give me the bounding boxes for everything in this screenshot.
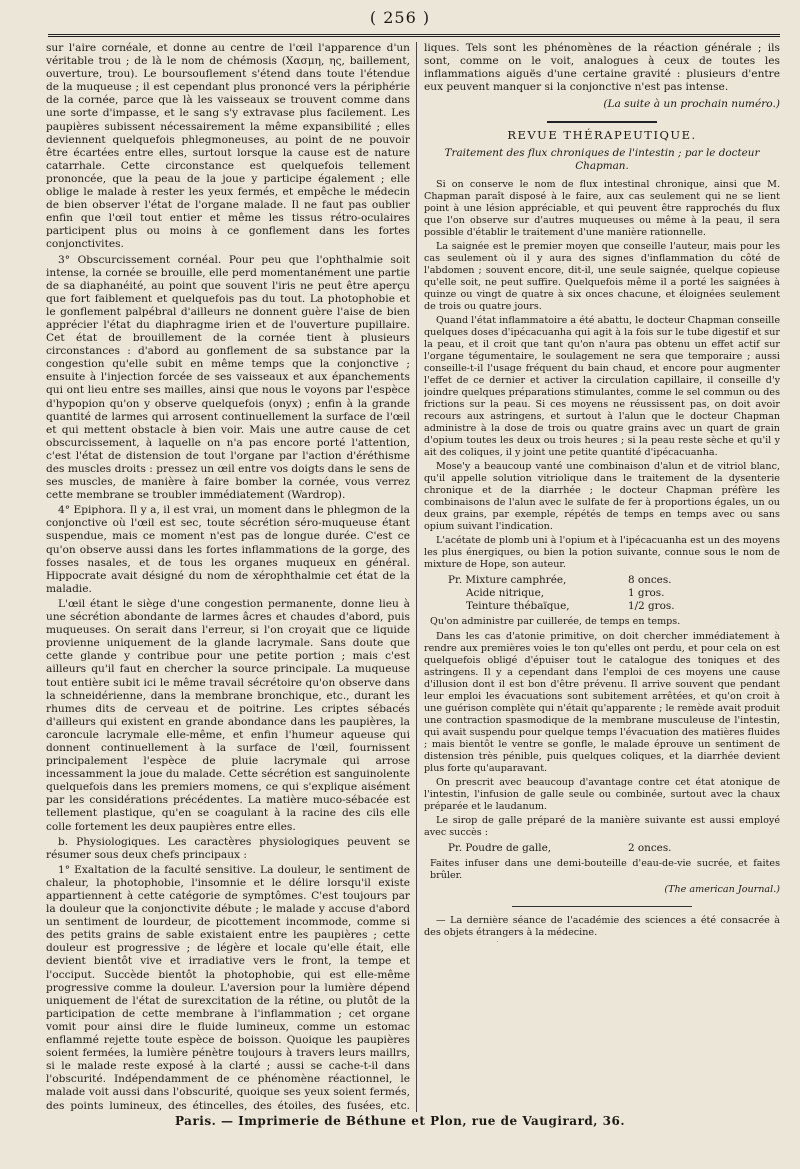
source-citation: (The american Journal.) — [664, 883, 780, 895]
prescription — [448, 842, 780, 855]
paragraph: Mose'y a beaucoup vanté une combinaison d'alun et de vitriol blanc, qu'il appelle solution vitriolique dans le traitement de la dysenterie chronique et de la diarrhée ; le docteur Chapman préfère les combinaisons de l'alun avec le sulfate de fer à proportions égales, un ou deux grains, par exemple, répétés de temps en temps avec ou sans opium suivant l'indication. — [424, 460, 780, 532]
to-be-continued-note: (La suite à un prochain numéro.) — [603, 98, 780, 111]
paragraph: 1° Exaltation de la faculté sensitive. La douleur, le sentiment de chaleur, la photophobie, l'insomnie et le délire lorsqu'il existe appartiennent à cette catégorie de symptômes. C'est toujours par la douleur que la conjonctivite débute ; le malade y accuse d'abord un sentiment de lourdeur, de picottement incommode, comme si des petits grains de sable existaient entre les paupières ; cette douleur est progressive ; de légère et locale qu'elle était, elle devient bientôt vive et irradiative vers le front, la tempe et l'occiput. Succède bientôt la photophobie, qui est elle-même progressive comme la douleur. L'aversion pour la lumière dépend uniquement de l'état de surexcitation de la rétine, ou plutôt de la participation de cette membrane à l'inflammation ; cet organe vomit pour ainsi dire le fluide lumineux, comme un estomac enflammé rejette toute espèce de boisson. Quoique les paupières soient fermées, la lumière pénètre toujours à travers leurs maillrs, si le malade reste exposé à la clarté ; aussi se cache-t-il dans l'obscurité. Indépendamment de ce phénomène réactionnel, le malade voit aussi dans l'obscurité, quoique ses yeux soient fermés, des points lumineux, des étincelles, des étoiles, des fusées, etc. — [46, 863, 410, 1112]
quantity: 1/2 gros. — [628, 599, 675, 612]
announcement — [424, 941, 780, 942]
ingredient: Pr. Mixture camphrée, — [448, 573, 567, 586]
paragraph: 3° Obscurcissement cornéal. Pour peu que l'ophthalmie soit intense, la cornée se brouille, elle perd momentanément une partie de sa diaphanéité, au point que souvent l'iris ne peut être aperçu que fort faiblement et quelquefois pas du tout. La photophobie et le gonflement palpébral d'ailleurs ne donnent guère l'aise de bien apprécier l'état du diaphragme irien et de l'ouverture pupillaire. Cet état de brouillement de la cornée tient à plusieurs circonstances : d'abord au gonflement de sa substance par la congestion qu'elle subit en même temps que la conjonctive ; ensuite à l'injection forcée de ses vaisseaux et aux épanchements qui ont lieu entre ses mailles, ainsi que nous le voyons par l'espèce d'hypopion qu'on y observe quelquefois (onyx) ; enfin à la grande quantité de larmes qui arrosent continuellement la surface de l'œil et qui mettent obstacle à bien voir. Mais une autre cause de cet obscurcissement, à laquelle on n'a pas encore porté l'attention, c'est l'état de distension de tout l'organe par l'action d'éréthisme des muscles droits : pressez un œil entre vos doigts dans le sens de ses muscles, de manière à faire bomber la cornée, vous verrez cette membrane se troubler immédiatement (Wardrop). — [46, 253, 410, 502]
article-body-continued — [424, 631, 780, 839]
paragraph: 4° Epiphora. Il y a, il est vrai, un moment dans le phlegmon de la conjonctive où l'œil est sec, toute sécrétion séro-muqueuse étant suspendue, mais ce moment n'est pas de longue durée. C'est ce qu'on observe aussi dans les fortes inflammations de la gorge, des fosses nasales, et de tous les organes muqueux en général. Hippocrate avait désigné du nom de xérophthalmie cet état de la maladie. — [46, 504, 410, 595]
prescription — [448, 574, 780, 613]
left-column — [46, 42, 410, 1112]
paragraph: La saignée est le premier moyen que conseille l'auteur, mais pour les cas seulement où il y aura des signes d'inflammation du côté de l'abdomen ; souvent encore, dit-il, une seule saignée, quelque copieuse qu'elle soit, ne peut suffire. Quelquefois même il a porté les saignées à quinze ou vingt de quatre à six onces chacune, et éloignées seulement de trois ou quatre jours. — [424, 240, 780, 312]
paragraph: On prescrit avec beaucoup d'avantage contre cet état atonique de l'intestin, l'infusion de galle seule ou combinée, surtout avec la chaux préparée et le laudanum. — [424, 776, 780, 812]
paragraph: sur l'aire cornéale, et donne au centre de l'œil l'apparence d'un véritable trou ; de là le nom de chémosis (Χασμη, ης, baillement, ouverture, trou). Le boursouflement s'étend dans toute l'étendue de la muqueuse ; il est cependant plus prononcé vers la périphérie de la cornée, parce que là les vaisseaux se trouvent comme dans une sorte d'impasse, et le sang s'y extravase plus facilement. Les paupières subissent nécessairement la même expansibilité ; elles deviennent quelquefois phlegmoneuses, au point de ne pouvoir être écartées entre elles, surtout lorsque la cause est de nature catarrhale. Cette circonstance est quelquefois tellement prononcée, que la peau de la joue y participe également ; elle oblige le malade à rester les yeux fermés, et empêche le médecin de bien observer l'état de l'organe malade. Il ne faut pas oublier enfin que l'œil tout entier et même les tissus rétro-oculaires participent plus ou moins à ce gonflement dans les fortes conjonctivites. — [46, 42, 410, 251]
prescription-line — [448, 600, 718, 613]
quantity: 2 onces. — [628, 841, 672, 854]
paragraph: Quand l'état inflammatoire a été abattu, le docteur Chapman conseille quelques doses d'ipécacuanha qui agit à la fois sur le tube digestif et sur la peau, et il croit que tant qu'on n'aura pas obtenu un effet actif sur l'organe tégumentaire, le soulagement ne sera que temporaire ; aussi conseille-t-il l'usage fréquent du bain chaud, et encore pour augmenter l'effet de ce dernier et activer la circulation capillaire, il conseille d'y joindre quelques préparations stimulantes, comme le sel commun ou des frictions sur la peau. Si ces moyens ne réussissent pas, on doit avoir recours aux astringens, et surtout à l'alun que le docteur Chapman administre à la dose de trois ou quatre grains avec un quart de grain d'opium toutes les deux ou trois heures ; si la peau reste sèche et qu'il y ait des coliques, il y joint une petite quantité d'ipécacuanha. — [424, 314, 780, 458]
paragraph: Dans les cas d'atonie primitive, on doit chercher immédiatement à rendre aux premières voies le ton qu'elles ont perdu, et pour cela on est quelquefois obligé d'épuiser tout le catalogue des toniques et des astringens. Il y a cependant dans l'emploi de ces moyens une cause d'illusion dont il est bon d'être prévenu. Il arrive souvent que pendant leur emploi les évacuations sont subitement arrêtées, et qu'on croit à une guérison complète qui n'était qu'apparente ; le remède avait produit une contraction spasmodique de la membrane musculeuse de l'intestin, qui avait suspendu pour quelque temps l'évacuation des matières fluides ; mais bientôt le ventre se gonfle, le malade éprouve un sentiment de distension très pénible, puis quelques coliques, et la diarrhée devient plus forte qu'auparavant. — [424, 630, 780, 774]
paragraph: liques. Tels sont les phénomènes de la réaction générale ; ils sont, comme on le voit, analogues à ceux de toutes les inflammations aiguës d'une certaine gravité : plusieurs d'entre eux peuvent manquer si la conjonctive n'est pas intense. — [424, 42, 780, 94]
quantity: 1 gros. — [628, 586, 665, 599]
article-body — [424, 179, 780, 571]
printer-imprint: Paris. — Imprimerie de Béthune et Plon, rue de Vaugirard, 36. — [174, 1114, 626, 1128]
column-divider — [416, 42, 417, 1112]
article-title-text: Traitement des flux chroniques de l'intestin ; par le docteur Chapman. — [444, 146, 760, 172]
paragraph: L'acétate de plomb uni à l'opium et à l'ipécacuanha est un des moyens les plus énergiques, ou bien la potion suivante, connue sous le nom de mixture de Hope, son auteur. — [424, 534, 780, 570]
paragraph: Le sirop de galle préparé de la manière suivante est aussi employé avec succès : — [424, 814, 780, 838]
section-title: REVUE THÉRAPEUTIQUE. — [507, 128, 697, 143]
paragraph: L'œil étant le siège d'une congestion permanente, donne lieu à une sécrétion abondante de larmes âcres et chaudes d'abord, puis muqueuses. On serait dans l'erreur, si l'on croyait que ce liquide provienne uniquement de la glande lacrymale. Sans doute que cette glande y contribue pour une petite portion ; mais c'est ailleurs qu'il faut en chercher la source principale. La muqueuse tout entière subit ici le même travail sécrétoire qu'on observe dans la schneidérienne, dans la membrane bronchique, etc., durant les rhumes dits de cerveau et de poitrine. Les criptes sébacés d'ailleurs qui existent en grande abondance dans les paupières, la caroncule lacrymale elle-même, et enfin l'humeur aqueuse qui donnent continuellement à la surface de l'œil, fournissent principalement l'espèce de pluie lacrymale qui arrose incessamment la joue du malade. Cette sécrétion est sanguinolente quelquefois dans les premiers momens, ce qui s'explique aisément par les considérations précédentes. La matière muco-sébacée est tellement plastique, qu'en se coagulant à la racine des cils elle colle fortement les deux paupières entre elles. — [46, 597, 410, 833]
announcements — [424, 915, 780, 942]
separator-rule — [512, 906, 692, 907]
paragraph: Si on conserve le nom de flux intestinal chronique, ainsi que M. Chapman paraît disposé à le faire, aux cas seulement qui ne se lient point à une lésion appréciable, et qui peuvent être rapprochés du flux que l'on observe sur d'autres muqueuses ou même à la peau, il sera possible d'établir le traitement d'une manière rationnelle. — [424, 178, 780, 238]
section-rule — [547, 121, 657, 123]
right-column — [424, 42, 780, 942]
top-rule — [48, 34, 780, 37]
prescription-note: Faites infuser dans une demi-bouteille d'eau-de-vie sucrée, et faites brûler. — [430, 857, 780, 881]
quantity: 8 onces. — [628, 573, 672, 586]
article-title — [424, 147, 780, 173]
prescription-line — [448, 574, 718, 587]
announcement: — La dernière séance de l'académie des sciences a été consacrée à des objets étrangers à la médecine. — [424, 914, 780, 938]
ingredient: Pr. Poudre de galle, — [448, 841, 552, 854]
page-number: ( 256 ) — [369, 8, 431, 27]
paragraph: b. Physiologiques. Les caractères physiologiques peuvent se résumer sous deux chefs principaux : — [46, 835, 410, 861]
prescription-line — [448, 842, 718, 855]
ingredient: Acide nitrique, — [466, 586, 545, 599]
prescription-line — [448, 587, 718, 600]
prescription-note: Qu'on administre par cuillerée, de temps en temps. — [430, 615, 681, 627]
ingredient: Teinture thébaïque, — [466, 599, 570, 612]
